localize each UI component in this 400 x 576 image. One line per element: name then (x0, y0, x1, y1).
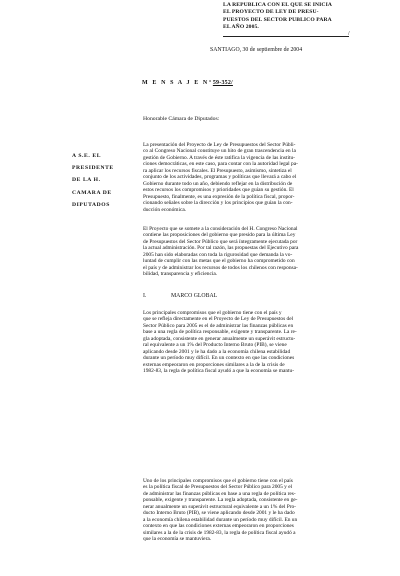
recipient-block (72, 150, 136, 211)
text-line: aplicando desde 2001 y le ha dado a la economía chilena estabilidad (143, 348, 291, 355)
recipient-line: DIPUTADOS (72, 201, 110, 208)
text-line: Uno de los principales compromisos que el gobierno tiene con el país (143, 478, 293, 484)
recipient-line: A S.E. EL (72, 153, 102, 159)
recipient-line: DE LA H. (72, 177, 101, 184)
message-number-value: 59-352/ (212, 80, 233, 86)
section-heading (143, 293, 217, 299)
recipient-line: PRESIDENTE (72, 165, 114, 172)
section-title: MARCO GLOBAL (171, 293, 218, 299)
section-number: I. (143, 293, 147, 299)
text-line: cionando señales sobre la dirección y los principios que guían la con- (143, 200, 293, 207)
text-line: la actual administración. Por tal razón, las propuestas del Ejecutivo para (143, 245, 299, 252)
text-line: luntad de cumplir con las metas que el gobierno ha comprometido con (143, 258, 295, 265)
text-line: Sector Público para 2005 es el de administrar las finanzas públicas en (143, 322, 294, 329)
text-line: ciones democráticas, en este caso, para contar con la autoridad legal pa- (143, 161, 298, 168)
text-line: base a una regla de política responsable, exigente y transparente. La re- (143, 329, 297, 336)
text-line: conjunto de los actividades, programas y políticas que llevará a cabo el (143, 174, 297, 181)
text-line: estos recursos los compromisos y prioridades que guían su gestión. El (143, 187, 294, 194)
text-line: ponsable, exigente y transparente. La regla adoptada, consistente en ge- (143, 497, 298, 504)
text-line: contexto en que las condiciones externas empeoraron en proporciones (143, 523, 294, 530)
text-line: a la economía chilena estabilidad durante un período muy difícil. En un (143, 516, 298, 523)
title-line: EL AÑO 2005. (223, 24, 259, 31)
text-line: 2005 han sido elaboradas con toda la rigurosidad que demanda la vo- (143, 251, 293, 258)
text-line: Gobierno durante todo un año, debiendo reflejar en la distribución de (143, 180, 293, 187)
text-line: similares a la de la crisis de 1982-83, la regla de política fiscal ayudó a (143, 529, 296, 536)
title-line: LA REPUBLICA CON EL QUE SE INICIA (223, 2, 332, 8)
title-line: EL PROYECTO DE LEY DE PRESU- (223, 9, 319, 16)
text-line: 1982-83, la regla de política fiscal ayudó a que la economía se mantu- (143, 368, 295, 375)
underline-end-mark: / (348, 31, 350, 37)
recipient-line: CAMARA DE (72, 189, 112, 196)
text-line: El Proyecto que se somete a la consideración del H. Congreso Nacional (143, 226, 298, 232)
paragraph-proposal (143, 226, 379, 278)
text-line: de Presupuestos del Sector Público que será íntegramente ejecutada por (143, 238, 298, 245)
paragraph-fiscal-rule (143, 310, 379, 375)
text-line: ra aplicar los recursos fiscales. El Presupuesto, asimismo, sintetiza el (143, 167, 292, 174)
text-line: es la política fiscal de Presupuestos del Sector Público para 2005 y el (143, 484, 293, 491)
message-label: M E N S A J E N° (142, 80, 213, 86)
text-line: gestión de Gobierno. A través de éste ratifica la vigencia de las institu- (143, 154, 295, 161)
message-number (142, 80, 233, 86)
text-line: Los principales compromisos que el gobierno tiene con el país y (143, 310, 282, 316)
text-line: ducto Interno Bruto (PIB), se viene aplicando desde 2001 y le ha dado (143, 510, 295, 517)
text-line: de administrar las finanzas públicas en base a una regla de política res- (143, 490, 296, 497)
text-line: que la economía se mantuviera. (143, 536, 212, 543)
text-line: contiene las proposiciones del gobierno que presido para la última Ley (143, 232, 296, 239)
text-line: que se refleja directamente en el Proyecto de Ley de Presupuestos del (143, 316, 294, 323)
text-line: durante un período muy difícil. En un contexto en que las condiciones (143, 355, 295, 362)
text-line: La presentación del Proyecto de Ley de Presupuestos del Sector Públi- (143, 142, 296, 148)
text-line: ducción económica. (143, 206, 187, 213)
addressee: Honorable Cámara de Diputados: (143, 116, 220, 122)
title-underline (223, 36, 349, 37)
text-line: ral equivalente a un 1% del Producto Interno Bruto (PIB), se viene (143, 342, 287, 349)
document-title (223, 2, 383, 32)
text-line: externas empeoraron en proporciones similares a la de la crisis de (143, 361, 285, 368)
text-line: nerar anualmente un superávit estructural equivalente a un 1% del Pro- (143, 503, 296, 510)
text-line: bilidad, transparencia y eficiencia. (143, 271, 218, 278)
title-line: PUESTOS DEL SECTOR PUBLICO PARA (223, 16, 332, 23)
place-date: SANTIAGO, 30 de septiembre de 2004 (210, 47, 303, 53)
text-line: el país y de administrar los recursos de todos los chilenos con responsa- (143, 264, 298, 271)
text-line: Presupuesto, finalmente, es una expresión de la política fiscal, propor- (143, 193, 295, 200)
paragraph-intro (143, 142, 379, 213)
text-line: gla adoptada, consistente en generar anualmente un superávit estructu- (143, 335, 296, 342)
paragraph-commitments (143, 478, 379, 543)
text-line: co al Congreso Nacional constituye un hito de gran trascendencia en la (143, 148, 296, 155)
